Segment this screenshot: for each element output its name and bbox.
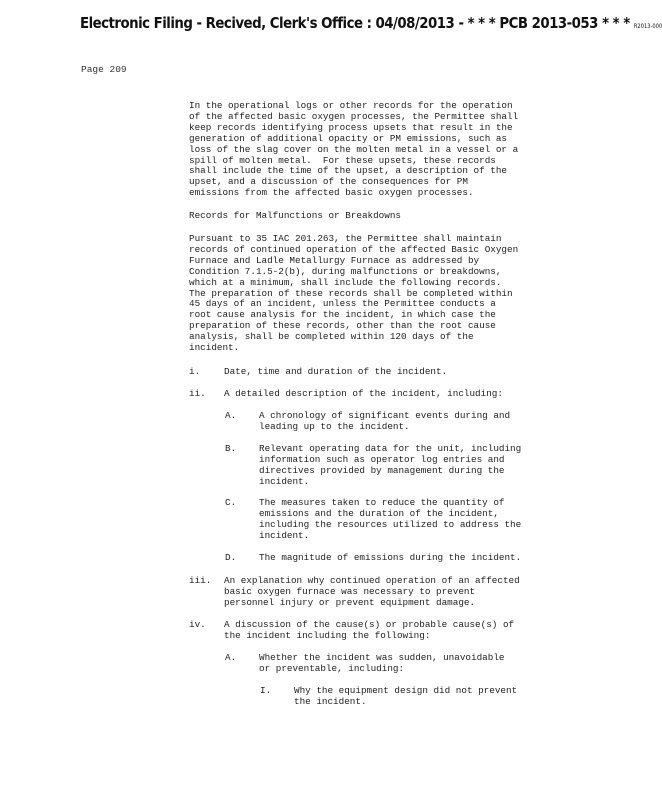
- paragraph-line: 45 days of an incident, unless the Permittee conducts a: [189, 298, 496, 310]
- list-item-line: An explanation why continued operation of an affected: [224, 575, 520, 586]
- list-marker: A.: [225, 410, 237, 421]
- list-item-line: leading up to the incident.: [259, 420, 410, 432]
- section-heading: Records for Malfunctions or Breakdowns: [189, 210, 402, 221]
- list-marker: i.: [189, 366, 201, 377]
- paragraph-line: upset, and a discussion of the consequences for PM: [189, 176, 468, 188]
- filing-stamp-text: Electronic Filing - Recived, Clerk's Office : 04/08/2013 - * * * PCB 2013-053 * * *: [80, 14, 630, 32]
- list-item-line: incident.: [259, 475, 310, 487]
- paragraph-line: analysis, shall be completed within 120 days of the: [189, 331, 474, 343]
- list-item-line: the incident.: [294, 695, 367, 707]
- paragraph-line: which at a minimum, shall include the following records.: [189, 276, 502, 288]
- list-item-line: A chronology of significant events during and: [259, 410, 511, 421]
- paragraph-line: Condition 7.1.5-2(b), during malfunctions or breakdowns,: [189, 265, 502, 277]
- list-item-line: directives provided by management during the: [259, 464, 505, 476]
- paragraph-line: incident.: [189, 342, 240, 353]
- list-item-line: A discussion of the cause(s) or probable cause(s) of: [224, 619, 515, 630]
- paragraph-line: keep records identifying process upsets that result in the: [189, 121, 513, 133]
- list-item-line: information such as operator log entries and: [259, 453, 505, 465]
- paragraph-line: records of continued operation of the affected Basic Oxygen: [189, 243, 519, 255]
- list-item-line: Date, time and duration of the incident.: [224, 366, 448, 377]
- page-number: Page 209: [81, 64, 127, 75]
- filing-stamp-header: [80, 14, 662, 32]
- list-item-line: the incident including the following:: [224, 629, 431, 641]
- list-marker: iii.: [189, 575, 212, 586]
- paragraph-line: The preparation of these records shall be completed within: [189, 287, 513, 299]
- list-item-line: including the resources utilized to address the: [259, 518, 522, 530]
- paragraph-line: emissions from the affected basic oxygen processes.: [189, 187, 474, 199]
- paragraph-line: In the operational logs or other records for the operation: [189, 100, 513, 111]
- list-marker: ii.: [189, 388, 206, 399]
- list-marker: A.: [225, 652, 237, 663]
- list-item-line: A detailed description of the incident, including:: [224, 388, 503, 399]
- list-item-line: Why the equipment design did not prevent: [294, 685, 518, 696]
- paragraph-line: Furnace and Ladle Metallurgy Furnace as addressed by: [189, 254, 480, 266]
- list-item-line: emissions and the duration of the incident,: [259, 507, 499, 519]
- paragraph-line: of the affected basic oxygen processes, the Permittee shall: [189, 110, 519, 122]
- list-item-line: Relevant operating data for the unit, including: [259, 443, 522, 454]
- list-item-line: basic oxygen furnace was necessary to prevent: [224, 585, 476, 597]
- list-marker: C.: [225, 497, 237, 508]
- list-item-line: personnel injury or prevent equipment damage.: [224, 596, 476, 608]
- paragraph-line: generation of additional opacity or PM emissions, such as: [189, 132, 508, 144]
- filing-stamp-tiny: R2013-000: [633, 23, 662, 30]
- paragraph-line: shall include the time of the upset, a description of the: [189, 165, 508, 177]
- list-item-line: or preventable, including:: [259, 662, 405, 674]
- paragraph-line: root cause analysis for the incident, in which case the: [189, 309, 496, 321]
- list-marker: D.: [225, 552, 237, 563]
- paragraph-line: preparation of these records, other than the root cause: [189, 320, 496, 332]
- list-item-line: Whether the incident was sudden, unavoidable: [259, 652, 505, 663]
- paragraph-line: spill of molten metal. For these upsets, these records: [189, 154, 496, 166]
- list-item-line: The measures taken to reduce the quantity of: [259, 497, 505, 508]
- paragraph-line: Pursuant to 35 IAC 201.263, the Permittee shall maintain: [189, 233, 502, 244]
- list-marker: iv.: [189, 619, 206, 630]
- paragraph-line: loss of the slag cover on the molten metal in a vessel or a: [189, 143, 519, 155]
- list-item-line: The magnitude of emissions during the incident.: [259, 552, 522, 563]
- list-item-line: incident.: [259, 529, 310, 541]
- list-marker: I.: [260, 685, 272, 696]
- list-marker: B.: [225, 443, 237, 454]
